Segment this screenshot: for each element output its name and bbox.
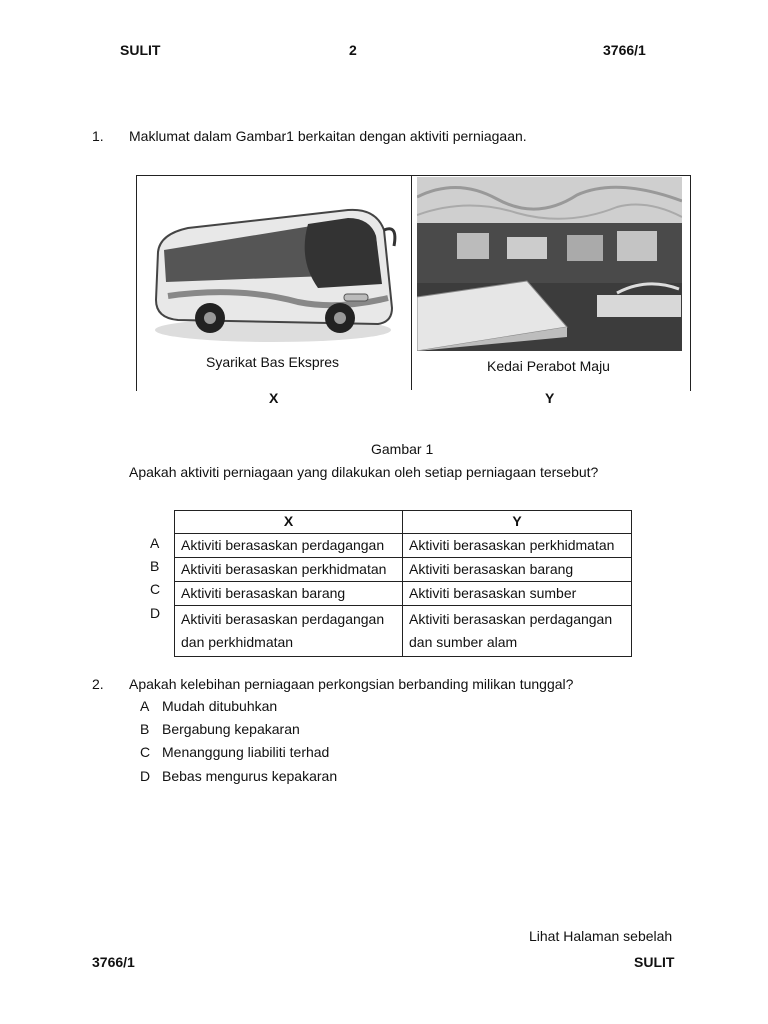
table-cell-c-y: Aktiviti berasaskan sumber xyxy=(403,582,632,606)
q2-option-c: Menanggung liabiliti terhad xyxy=(162,744,330,760)
q2-text: Apakah kelebihan perniagaan perkongsian berbanding milikan tunggal? xyxy=(129,676,574,692)
q2-option-letter-a: A xyxy=(140,698,150,714)
header-left: SULIT xyxy=(120,42,161,58)
q2-number: 2. xyxy=(92,676,104,692)
figure-right-label: Y xyxy=(545,390,555,406)
table-cell-a-x: Aktiviti berasaskan perdagangan xyxy=(175,534,403,558)
q1-question: Apakah aktiviti perniagaan yang dilakukan oleh setiap perniagaan tersebut? xyxy=(129,464,599,480)
table-row xyxy=(175,534,632,558)
figure-title: Gambar 1 xyxy=(371,441,434,457)
q2-option-letter-c: C xyxy=(140,744,151,760)
q1-option-letter-d: D xyxy=(150,605,161,621)
table-row xyxy=(175,606,632,657)
table-cell-d-y-line1: Aktiviti berasaskan perdagangan xyxy=(409,611,613,627)
figure-divider xyxy=(411,175,412,390)
table-cell-b-y: Aktiviti berasaskan barang xyxy=(403,558,632,582)
q2-option-b: Bergabung kepakaran xyxy=(162,721,300,737)
table-row xyxy=(175,558,632,582)
table-cell-d-y xyxy=(403,606,632,657)
q2-option-letter-d: D xyxy=(140,768,151,784)
footer-note: Lihat Halaman sebelah xyxy=(529,928,673,944)
q1-option-letter-b: B xyxy=(150,558,160,574)
figure-right-caption: Kedai Perabot Maju xyxy=(487,358,610,374)
q1-option-letter-c: C xyxy=(150,581,161,597)
q1-number: 1. xyxy=(92,128,104,144)
table-cell-d-x-line1: Aktiviti berasaskan perdagangan xyxy=(181,611,385,627)
figure-left-label: X xyxy=(269,390,279,406)
table-header-x: X xyxy=(175,511,403,534)
q1-option-letter-a: A xyxy=(150,535,160,551)
table-cell-d-x xyxy=(175,606,403,657)
q1-text: Maklumat dalam Gambar1 berkaitan dengan aktiviti perniagaan. xyxy=(129,128,527,144)
table-header-row xyxy=(175,511,632,534)
table-cell-c-x: Aktiviti berasaskan barang xyxy=(175,582,403,606)
q2-option-letter-b: B xyxy=(140,721,150,737)
footer-left: 3766/1 xyxy=(92,954,135,970)
q2-option-a: Mudah ditubuhkan xyxy=(162,698,278,714)
q1-answer-table xyxy=(174,510,632,657)
table-cell-d-x-line2: dan perkhidmatan xyxy=(181,634,294,650)
header-page-number: 2 xyxy=(349,42,357,58)
table-cell-b-x: Aktiviti berasaskan perkhidmatan xyxy=(175,558,403,582)
table-cell-a-y: Aktiviti berasaskan perkhidmatan xyxy=(403,534,632,558)
table-row xyxy=(175,582,632,606)
furniture-shop-image xyxy=(417,177,682,351)
figure-left-caption: Syarikat Bas Ekspres xyxy=(206,354,340,370)
q2-option-d: Bebas mengurus kepakaran xyxy=(162,768,338,784)
table-cell-d-y-line2: dan sumber alam xyxy=(409,634,518,650)
bus-image xyxy=(148,190,400,348)
table-header-y: Y xyxy=(403,511,632,534)
header-right: 3766/1 xyxy=(603,42,646,58)
footer-right: SULIT xyxy=(634,954,675,970)
